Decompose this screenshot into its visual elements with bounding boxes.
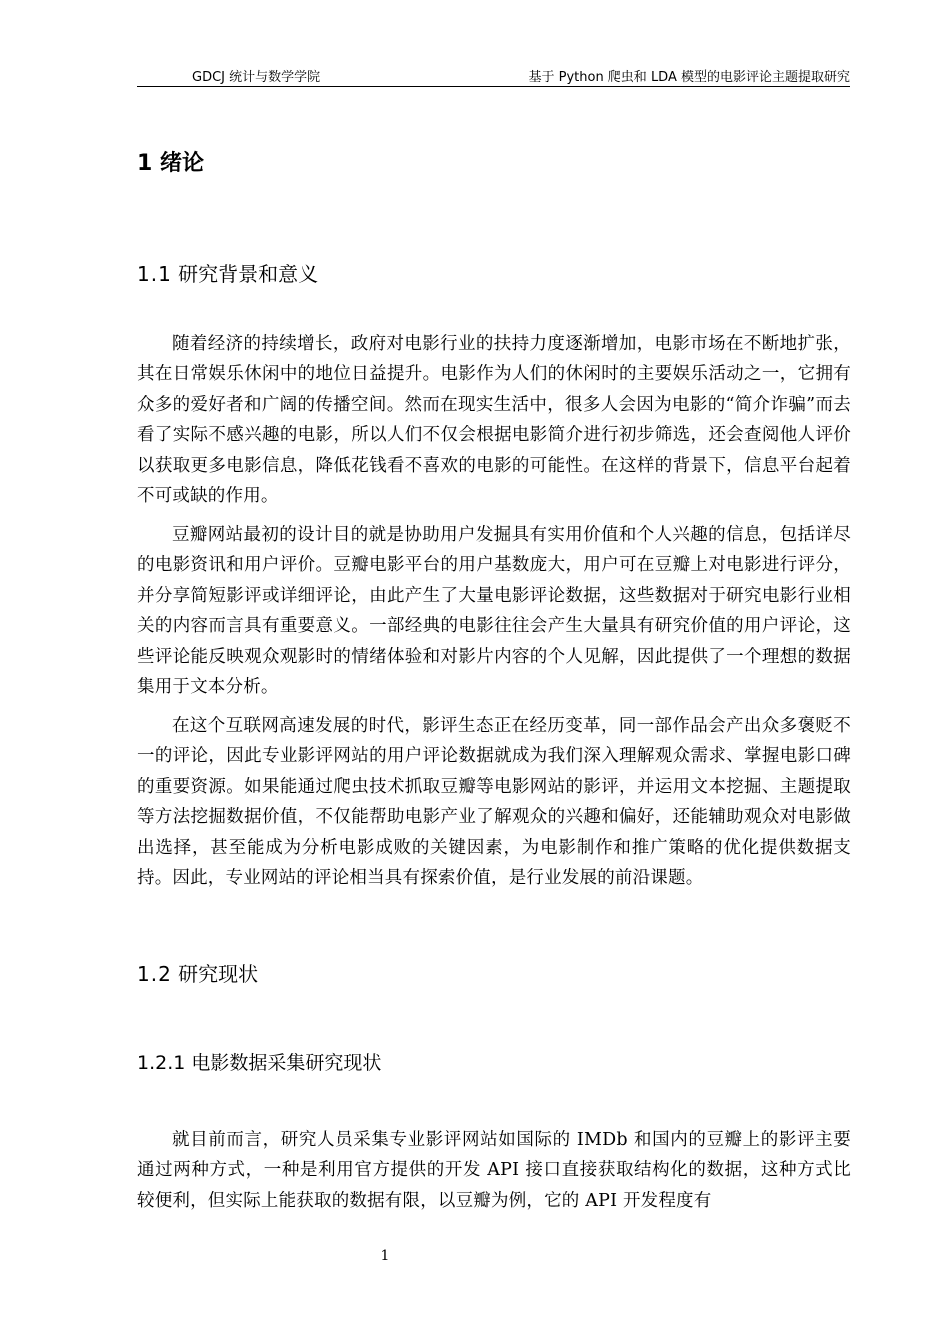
section-number: 1.2 xyxy=(137,962,172,986)
subsection-title: 电影数据采集研究现状 xyxy=(191,1052,382,1074)
page-number: 1 xyxy=(380,1248,390,1264)
body-paragraph: 随着经济的持续增长，政府对电影行业的扶持力度逐渐增加，电影市场在不断地扩张，其在日常娱乐休闲中的地位日益提升。电影作为人们的休闲时的主要娱乐活动之一，它拥有众多的爱好者和广阔的传播空间。然而在现实生活中，很多人会因为电影的“简介诈骗”而去看了实际不感兴趣的电影，所以人们不仅会根据电影简介进行初步筛选，还会查阅他人评价以获取更多电影信息，降低花钱看不喜欢的电影的可能性。在这样的背景下，信息平台起着不可或缺的作用。 xyxy=(137,334,851,507)
body-paragraph: 就目前而言，研究人员采集专业影评网站如国际的 IMDb 和国内的豆瓣上的影评主要通过两种方式，一种是利用官方提供的开发 API 接口直接获取结构化的数据，这种方式比较便利，但实际上能获取的数据有限，以豆瓣为例，它的 API 开发程度有 xyxy=(137,1130,851,1211)
header-thesis-title: 基于 Python 爬虫和 LDA 模型的电影评论主题提取研究 xyxy=(528,70,850,85)
section-number: 1.1 xyxy=(137,262,172,286)
section-heading-1-2 xyxy=(137,958,258,987)
section-title: 研究现状 xyxy=(178,962,259,986)
chapter-heading xyxy=(137,146,204,177)
chapter-number: 1 xyxy=(137,151,153,176)
subsection-number: 1.2.1 xyxy=(137,1052,186,1074)
chapter-title: 绪论 xyxy=(159,151,204,176)
header-institution: GDCJ 统计与数学学院 xyxy=(192,70,321,85)
section-title: 研究背景和意义 xyxy=(178,262,319,286)
subsection-heading-1-2-1 xyxy=(137,1048,381,1075)
body-paragraph: 豆瓣网站最初的设计目的就是协助用户发掘具有实用价值和个人兴趣的信息，包括详尽的电影资讯和用户评价。豆瓣电影平台的用户基数庞大，用户可在豆瓣上对电影进行评分，并分享简短影评或详细评论，由此产生了大量电影评论数据，这些数据对于研究电影行业相关的内容而言具有重要意义。一部经典的电影往往会产生大量具有研究价值的用户评论，这些评论能反映观众观影时的情绪体验和对影片内容的个人见解，因此提供了一个理想的数据集用于文本分析。 xyxy=(137,525,851,698)
section-heading-1-1 xyxy=(137,258,318,287)
body-paragraph: 在这个互联网高速发展的时代，影评生态正在经历变革，同一部作品会产出众多褒贬不一的评论，因此专业影评网站的用户评论数据就成为我们深入理解观众需求、掌握电影口碑的重要资源。如果能通过爬虫技术抓取豆瓣等电影网站的影评，并运用文本挖掘、主题提取等方法挖掘数据价值，不仅能帮助电影产业了解观众的兴趣和偏好，还能辅助观众对电影做出选择，甚至能成为分析电影成败的关键因素，为电影制作和推广策略的优化提供数据支持。因此，专业网站的评论相当具有探索价值，是行业发展的前沿课题。 xyxy=(137,716,851,889)
running-header xyxy=(137,66,850,87)
